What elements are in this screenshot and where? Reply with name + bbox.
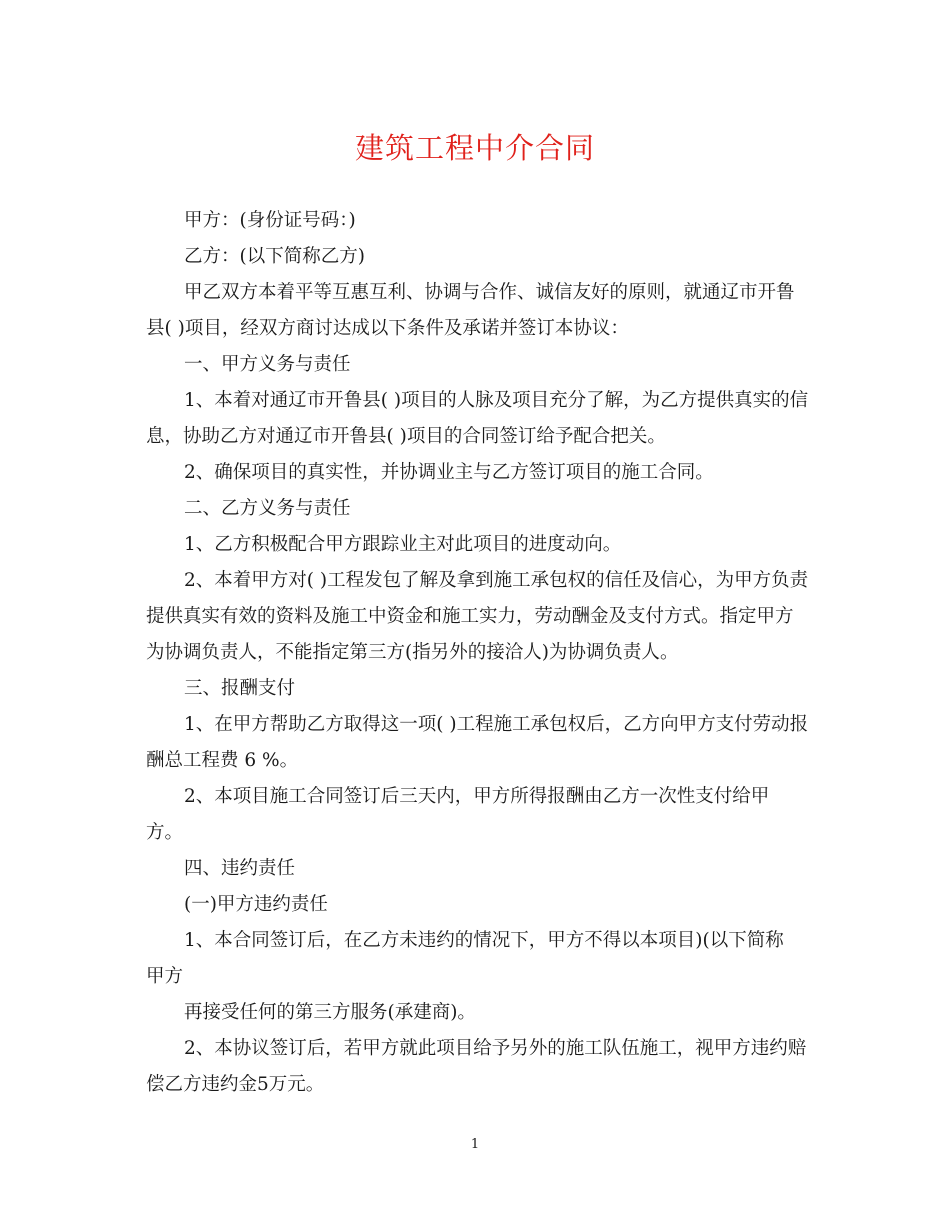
paragraph-party-b: 乙方：(以下简称乙方): [184, 246, 365, 267]
paragraph-3-2: 2、本项目施工合同签订后三天内，甲方所得报酬由乙方一次性支付给甲 方。: [146, 786, 770, 843]
document-body: [146, 203, 810, 1103]
section-heading-2: 二、乙方义务与责任: [184, 498, 351, 519]
paragraph-preamble: 甲乙双方本着平等互惠互利、协调与合作、诚信友好的原则，就通辽市开鲁县( )项目，经双方商讨达成以下条件及承诺并签订本协议：: [146, 282, 795, 339]
section-heading-4: 四、违约责任: [184, 858, 296, 879]
paragraph-4-1-2: 2、本协议签订后，若甲方就此项目给予另外的施工队伍施工，视甲方违约赔偿乙方违约金5万元。: [146, 1038, 807, 1095]
subsection-heading-4-1: (一)甲方违约责任: [184, 894, 328, 915]
paragraph-2-2: 2、本着甲方对( )工程发包了解及拿到施工承包权的信任及信心，为甲方负责提供真实有效的资料及施工中资金和施工实力，劳动酬金及支付方式。指定甲方为协调负责人，不能指定第三方(指另外的接洽人)为协调负责人。: [146, 570, 809, 663]
page-number: 1: [470, 1137, 480, 1152]
section-heading-3: 三、报酬支付: [184, 678, 296, 699]
paragraph-party-a: 甲方：(身份证号码：): [184, 210, 356, 231]
paragraph-3-1: 1、在甲方帮助乙方取得这一项( )工程施工承包权后，乙方向甲方支付劳动报酬总工程费 6 %。: [146, 714, 809, 771]
section-heading-1: 一、甲方义务与责任: [184, 354, 351, 375]
paragraph-1-1: 1、本着对通辽市开鲁县( )项目的人脉及项目充分了解，为乙方提供真实的信息，协助乙方对通辽市开鲁县( )项目的合同签订给予配合把关。: [146, 390, 809, 447]
paragraph-4-1-1: 1、本合同签订后，在乙方未违约的情况下，甲方不得以本项目)(以下简称 甲方: [146, 930, 784, 987]
paragraph-2-1: 1、乙方积极配合甲方跟踪业主对此项目的进度动向。: [184, 534, 622, 555]
document-title: 建筑工程中介合同: [354, 131, 595, 165]
paragraph-4-1-1-cont: 再接受任何的第三方服务(承建商)。: [184, 1002, 476, 1023]
paragraph-1-2: 2、确保项目的真实性，并协调业主与乙方签订项目的施工合同。: [184, 462, 714, 483]
